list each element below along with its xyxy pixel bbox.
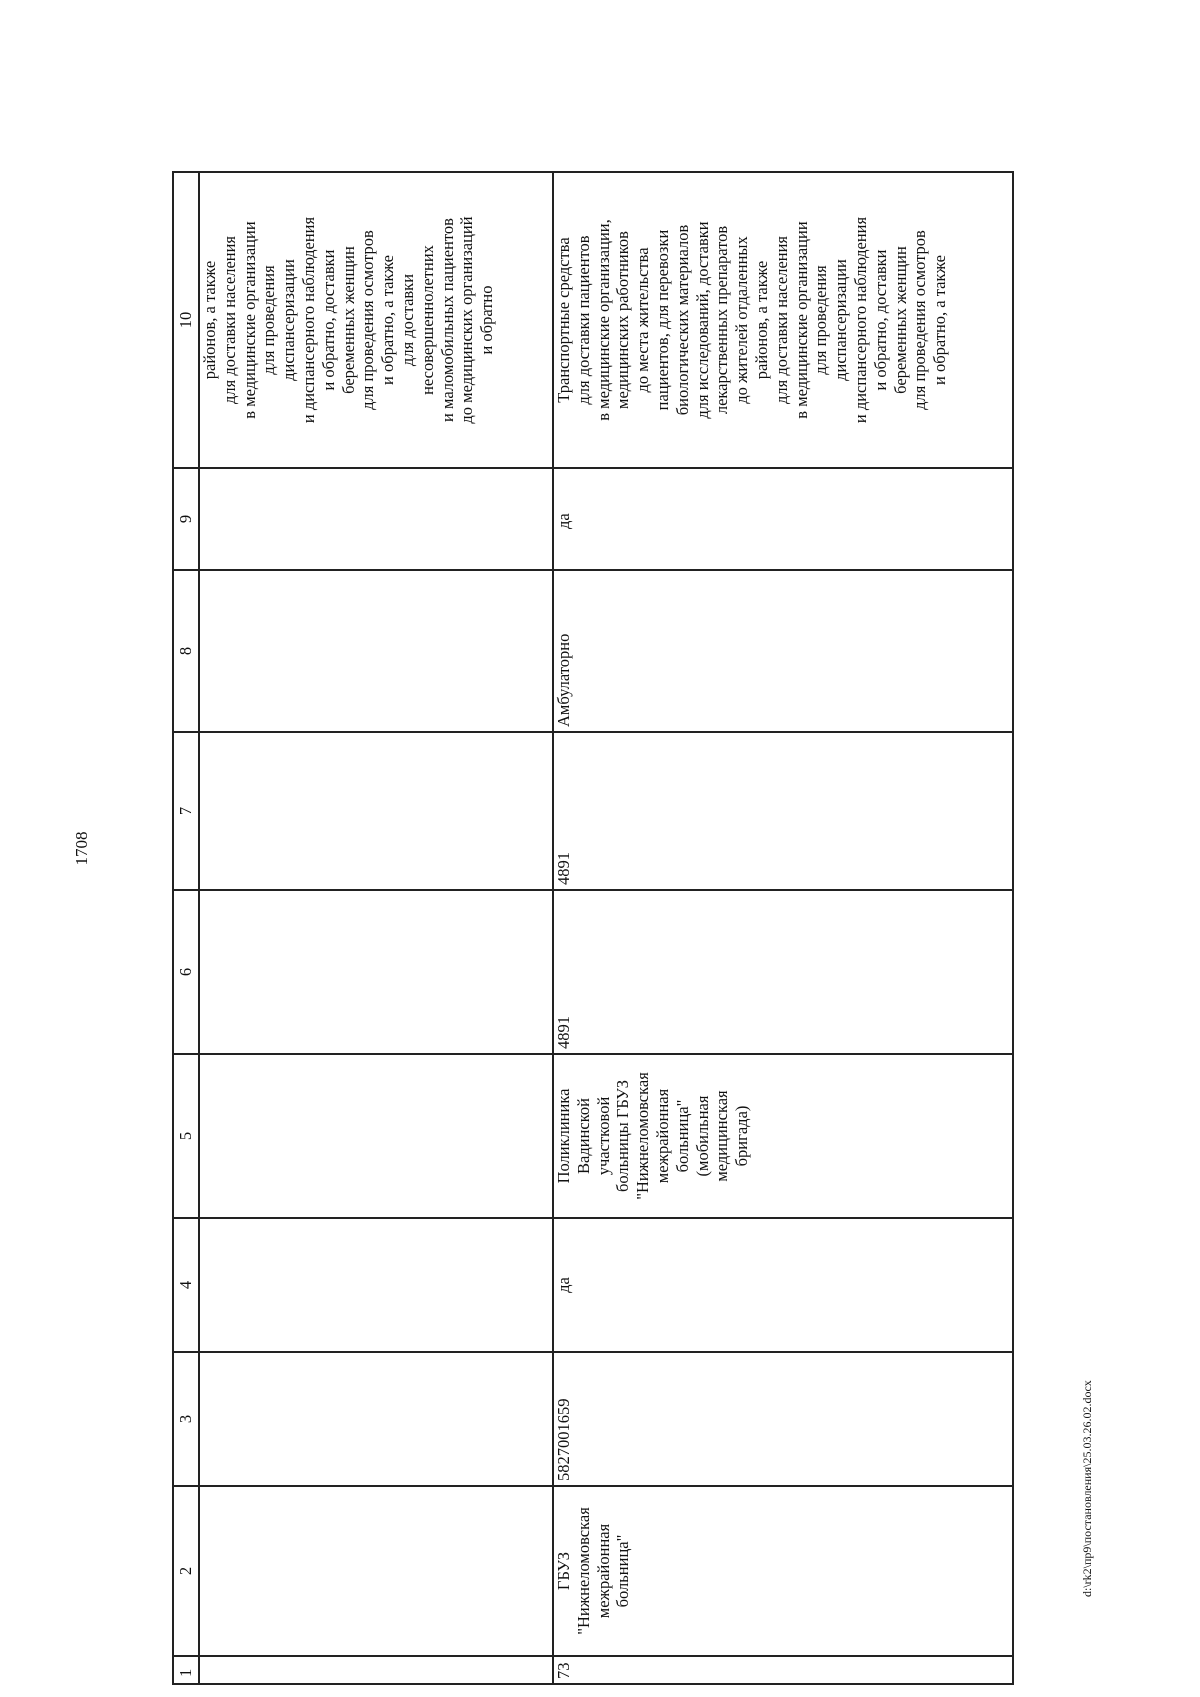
table-row bbox=[553, 172, 1013, 1684]
cell-line: для проведения bbox=[259, 265, 279, 375]
cell-line: "Нижнеломовская bbox=[633, 1072, 653, 1200]
cell-line: и обратно, доставки bbox=[870, 249, 890, 391]
cell-col6: 4891 bbox=[553, 890, 1013, 1054]
cell-unit bbox=[199, 1054, 553, 1218]
cell-line: для доставки пациентов bbox=[573, 235, 593, 405]
cell-line: для проведения осмотров bbox=[358, 230, 378, 410]
cell-col7: 4891 bbox=[553, 732, 1013, 890]
cell-col4: да bbox=[553, 1218, 1013, 1352]
data-table bbox=[172, 171, 1014, 1685]
table-row bbox=[199, 172, 553, 1684]
cell-line: для исследований, доставки bbox=[692, 221, 712, 419]
header-cell: 4 bbox=[173, 1218, 199, 1352]
cell-line: районов, а также bbox=[751, 260, 771, 380]
cell-inn bbox=[199, 1352, 553, 1486]
header-cell: 1 bbox=[173, 1656, 199, 1684]
header-cell: 10 bbox=[173, 172, 199, 468]
cell-col7 bbox=[199, 732, 553, 890]
cell-line: бригада) bbox=[732, 1105, 752, 1167]
cell-line: (мобильная bbox=[692, 1095, 712, 1177]
cell-line: Вадинской bbox=[573, 1098, 593, 1174]
cell-line: ГБУЗ bbox=[554, 1551, 573, 1591]
cell-line: до медицинских организаций bbox=[457, 216, 477, 424]
cell-number bbox=[199, 1656, 553, 1684]
cell-organization bbox=[553, 1486, 1013, 1656]
cell-organization bbox=[199, 1486, 553, 1656]
cell-line: больницы ГБУЗ bbox=[613, 1079, 633, 1193]
cell-number: 73 bbox=[553, 1656, 1013, 1684]
cell-line: для проведения bbox=[811, 265, 831, 375]
page-number: 1708 bbox=[72, 831, 91, 866]
cell-line: Поликлиника bbox=[554, 1088, 573, 1184]
cell-line: пациентов, для перевозки bbox=[652, 229, 672, 411]
cell-line: и маломобильных пациентов bbox=[437, 218, 457, 422]
cell-col9: да bbox=[553, 468, 1013, 570]
header-cell: 9 bbox=[173, 468, 199, 570]
cell-line: до места жительства bbox=[633, 247, 653, 393]
header-row bbox=[173, 172, 199, 1684]
cell-line: и диспансерного наблюдения bbox=[850, 216, 870, 424]
cell-inn: 5827001659 bbox=[553, 1352, 1013, 1486]
header-cell: 5 bbox=[173, 1054, 199, 1218]
cell-line: биологических материалов bbox=[672, 224, 692, 416]
cell-line: для доставки населения bbox=[771, 235, 791, 405]
cell-purpose bbox=[553, 172, 1013, 468]
cell-line: и обратно, а также bbox=[930, 255, 950, 385]
footer-file-path: d:\rk2\пр9\постановления\25.03.26.02.docx bbox=[1080, 1380, 1094, 1597]
header-cell: 6 bbox=[173, 890, 199, 1054]
cell-line: несовершеннолетних bbox=[417, 245, 437, 395]
cell-line: участковой bbox=[593, 1096, 613, 1176]
cell-line: и обратно bbox=[477, 285, 497, 355]
cell-line: больница" bbox=[613, 1534, 633, 1608]
cell-line: "Нижнеломовская bbox=[573, 1507, 593, 1635]
cell-line: медицинская bbox=[712, 1090, 732, 1182]
header-cell: 8 bbox=[173, 570, 199, 732]
cell-conditions bbox=[199, 570, 553, 732]
cell-line: для доставки bbox=[397, 273, 417, 367]
cell-col6 bbox=[199, 890, 553, 1054]
cell-line: больница" bbox=[672, 1099, 692, 1173]
cell-line: и обратно, доставки bbox=[318, 249, 338, 391]
cell-line: и обратно, а также bbox=[378, 255, 398, 385]
cell-unit bbox=[553, 1054, 1013, 1218]
cell-line: беременных женщин bbox=[338, 246, 358, 394]
cell-line: в медицинские организации, bbox=[593, 219, 613, 421]
cell-line: диспансеризации bbox=[279, 259, 299, 381]
cell-line: диспансеризации bbox=[831, 259, 851, 381]
cell-line: до жителей отдаленных bbox=[732, 236, 752, 404]
cell-col9 bbox=[199, 468, 553, 570]
cell-line: для проведения осмотров bbox=[910, 230, 930, 410]
cell-line: и диспансерного наблюдения bbox=[298, 216, 318, 424]
cell-line: районов, а также bbox=[200, 260, 219, 380]
cell-line: беременных женщин bbox=[890, 246, 910, 394]
cell-col4 bbox=[199, 1218, 553, 1352]
cell-line: в медицинские организации bbox=[791, 221, 811, 419]
cell-line: лекарственных препаратов bbox=[712, 225, 732, 415]
cell-line: Транспортные средства bbox=[554, 237, 573, 403]
cell-line: в медицинские организации bbox=[239, 221, 259, 419]
cell-purpose bbox=[199, 172, 553, 468]
cell-line: для доставки населения bbox=[219, 235, 239, 405]
cell-conditions: Амбулаторно bbox=[553, 570, 1013, 732]
header-cell: 2 bbox=[173, 1486, 199, 1656]
cell-line: межрайонная bbox=[593, 1523, 613, 1619]
header-cell: 7 bbox=[173, 732, 199, 890]
header-cell: 3 bbox=[173, 1352, 199, 1486]
cell-line: межрайонная bbox=[652, 1088, 672, 1184]
cell-line: медицинских работников bbox=[613, 231, 633, 409]
